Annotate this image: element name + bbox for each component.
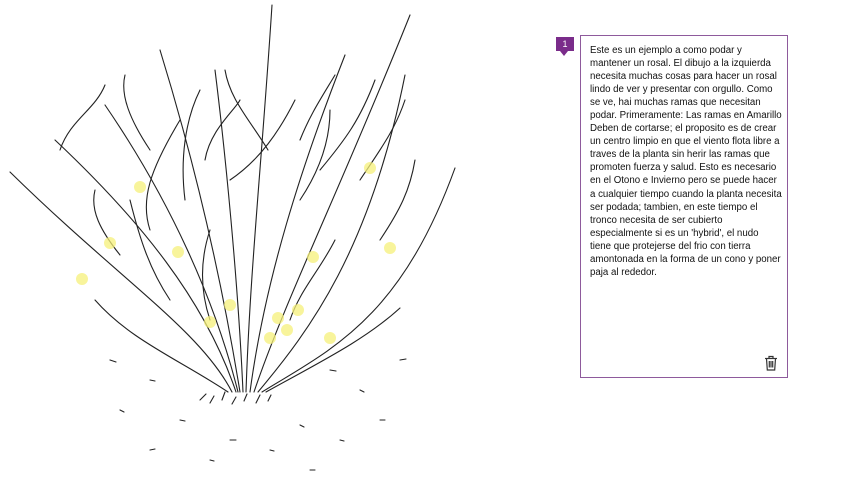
cut-highlight-markers bbox=[76, 162, 396, 344]
comment-box bbox=[580, 35, 788, 378]
comment-text: Este es un ejemplo a como podar y mantener un rosal. El dibujo a la izquierda necesita muchas cosas para hacer un rosal lindo de ver y presentar con orgullo. Como se ve, hai muchas ramas que necesitan podar. Primeramente: Las ramas en Amarillo Deben de cortarse; el proposito es de crear un centro limpio en que el viento flota libre a traves de la planta sin herir las ramas que promoten fuerza y salud. Esto es necesario en el Otono e Invierno pero se puede hacer a cualquier tiempo cuando la planta necesita ser podada; tambien, en este tiempo el tronco necesita de ser cubierto especialmente si es un 'hybrid', el nudo tiene que protejerse del frio con tierra amontonada en la forma de un cono y poner paja al rededor. bbox=[590, 45, 782, 278]
trash-icon[interactable] bbox=[764, 355, 778, 371]
comment-index-badge[interactable]: 1 bbox=[556, 37, 574, 51]
